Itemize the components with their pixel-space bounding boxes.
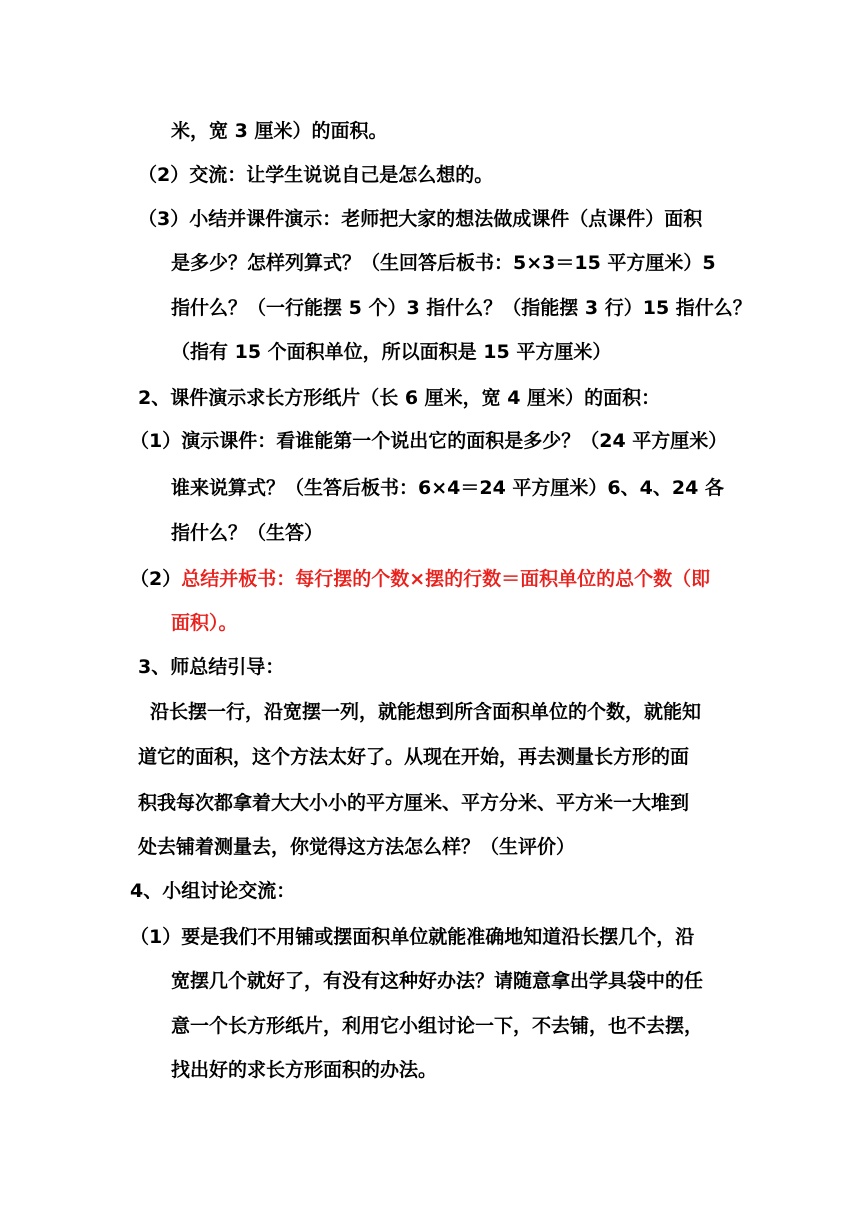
- text-line: （2）交流：让学生说说自己是怎么想的。: [138, 164, 494, 186]
- item-prefix: （2）: [130, 568, 182, 590]
- text-line: 处去铺着测量去，你觉得这方法怎么样？（生评价）: [138, 836, 576, 858]
- highlighted-summary-continued: 面积）。: [171, 612, 238, 634]
- text-line: 宽摆几个就好了，有没有这种好办法？请随意拿出学具袋中的任: [171, 970, 704, 992]
- text-line: 是多少？怎样列算式？（生回答后板书：5×3＝15 平方厘米）5: [171, 252, 716, 274]
- text-line: 指什么？（一行能摆 5 个）3 指什么？（指能摆 3 行）15 指什么？: [171, 297, 752, 319]
- text-line: （3）小结并课件演示：老师把大家的想法做成课件（点课件）面积: [138, 208, 703, 230]
- highlighted-summary: 总结并板书：每行摆的个数×摆的行数＝面积单位的总个数（即: [181, 568, 711, 590]
- text-line: 找出好的求长方形面积的办法。: [171, 1059, 438, 1081]
- text-line: 意一个长方形纸片，利用它小组讨论一下，不去铺，也不去摆，: [171, 1015, 704, 1037]
- text-line: 道它的面积，这个方法太好了。从现在开始，再去测量长方形的面: [138, 746, 690, 768]
- text-line: 积我每次都拿着大大小小的平方厘米、平方分米、平方米一大堆到: [138, 792, 690, 814]
- text-line: 指什么？（生答）: [171, 522, 324, 544]
- text-line: 沿长摆一行，沿宽摆一列，就能想到所含面积单位的个数，就能知: [150, 701, 702, 723]
- text-line: 米，宽 3 厘米）的面积。: [171, 120, 388, 142]
- text-line: 谁来说算式？（生答后板书：6×4＝24 平方厘米）6、4、24 各: [171, 477, 724, 499]
- text-line: 2、课件演示求长方形纸片（长 6 厘米，宽 4 厘米）的面积：: [138, 387, 661, 409]
- text-line: （1）要是我们不用铺或摆面积单位就能准确地知道沿长摆几个，沿: [130, 926, 695, 948]
- text-line: （指有 15 个面积单位，所以面积是 15 平方厘米）: [171, 341, 612, 363]
- text-line: [130, 566, 710, 592]
- text-line: （1）演示课件：看谁能第一个说出它的面积是多少？（24 平方厘米）: [130, 430, 728, 452]
- text-line: 4、小组讨论交流：: [130, 880, 296, 902]
- text-line: 3、师总结引导：: [138, 656, 285, 678]
